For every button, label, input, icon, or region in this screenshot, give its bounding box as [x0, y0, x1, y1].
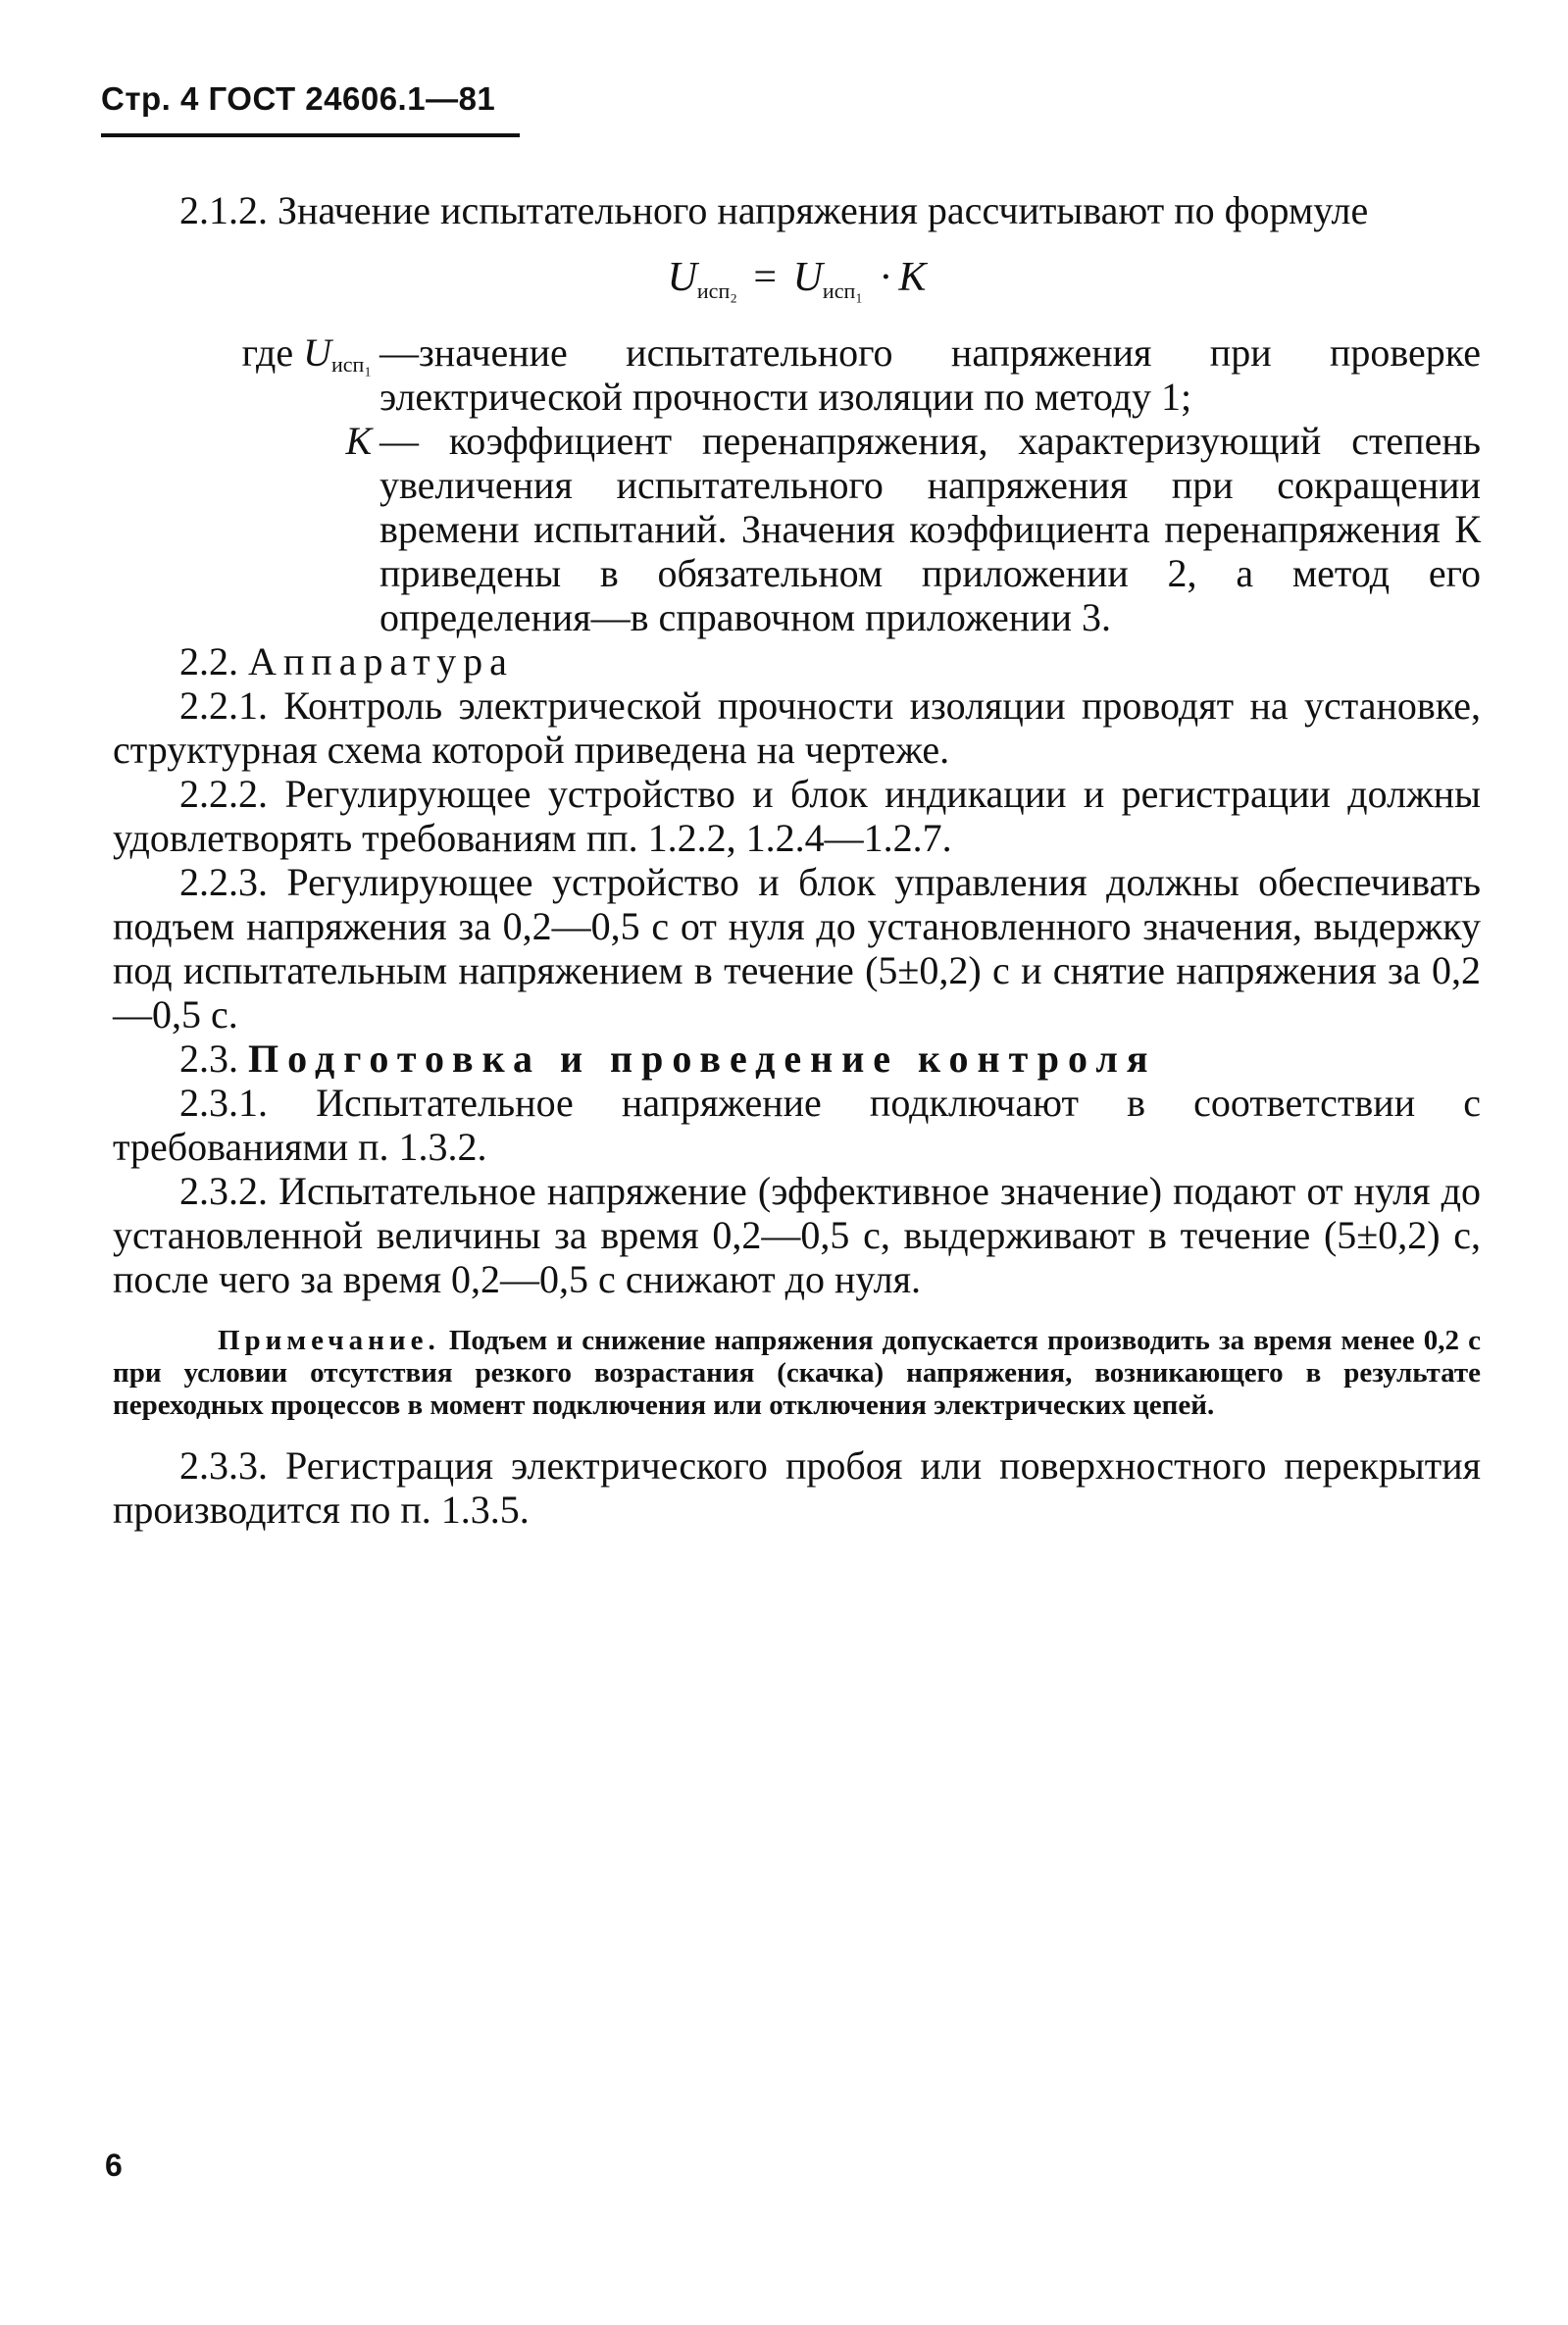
definition-k-text: — коэффициент перенапряжения, характеризующий степень увеличения испытательного напряжения при сокращении времени испытаний. Значения коэффициента перенапряжения К приведены в обязательном приложении 2, а метод его определения—в справочном приложении 3.: [379, 419, 1481, 639]
note: [113, 1325, 1481, 1422]
heading-2-2: [113, 639, 1481, 683]
heading-2-3-number: 2.3.: [179, 1036, 238, 1081]
definition-k: [113, 419, 1481, 639]
definition-u1-subscript: исп₁: [331, 352, 372, 377]
formula-factor: K: [898, 255, 927, 300]
definition-u1-symbol: U: [303, 330, 332, 375]
note-text: Подъем и снижение напряжения допускается производить за время менее 0,2 с при условии отсутствия резкого возрастания (скачка) напряжения, возникающего в результате переходных процессов в момент подключения или отключения электрических цепей.: [113, 1325, 1481, 1421]
formula-rhs: U: [792, 255, 823, 300]
paragraph-2-3-2: 2.3.2. Испытательное напряжение (эффективное значение) подают от нуля до установленной величины за время 0,2—0,5 с, выдерживают в течение (5±0,2) с, после чего за время 0,2—0,5 с снижают до нуля.: [113, 1169, 1481, 1301]
heading-2-2-number: 2.2.: [179, 639, 238, 683]
definition-k-term: [113, 419, 379, 463]
header-rule: [101, 133, 520, 137]
definition-u1-text: —значение испытательного напряжения при проверке электрической прочности изоляции по методу 1;: [379, 330, 1481, 419]
formula-lhs-subscript: исп₂: [696, 278, 737, 303]
formula-equals: =: [753, 255, 778, 300]
paragraph-2-3-3: 2.3.3. Регистрация электрического пробоя или поверхностного перекрытия производится по п. 1.3.5.: [113, 1443, 1481, 1532]
note-label: Примечание.: [218, 1325, 440, 1356]
definition-u1-term: [113, 330, 379, 386]
where-label: где: [241, 330, 294, 375]
heading-2-3: [113, 1036, 1481, 1081]
paragraph-2-2-3: 2.2.3. Регулирующее устройство и блок управления должны обеспечивать подъем напряжения за 0,2—0,5 с от нуля до установленного значения, выдержку под испытательным напряжением в течение (5±0,2) с и снятие напряжения за 0,2—0,5 с.: [113, 860, 1481, 1036]
page-label: Стр. 4: [101, 80, 199, 117]
formula-multiply: ·: [879, 255, 893, 300]
paragraph-2-2-2: 2.2.2. Регулирующее устройство и блок индикации и регистрации должны удовлетворять требованиям пп. 1.2.2, 1.2.4—1.2.7.: [113, 772, 1481, 860]
definition-k-symbol: К: [345, 419, 372, 463]
heading-2-2-title: Аппаратура: [248, 639, 514, 683]
paragraph-2-3-1: 2.3.1. Испытательное напряжение подключают в соответствии с требованиями п. 1.3.2.: [113, 1081, 1481, 1169]
page-number: 6: [105, 2148, 123, 2183]
paragraph-2-2-1: 2.2.1. Контроль электрической прочности изоляции проводят на установке, структурная схема которой приведена на чертеже.: [113, 683, 1481, 772]
heading-2-3-title: Подготовка и проведение контроля: [248, 1036, 1157, 1081]
formula: [113, 256, 1481, 313]
paragraph-2-1-2: 2.1.2. Значение испытательного напряжения рассчитывают по формуле: [179, 188, 1369, 232]
standard-number: ГОСТ 24606.1—81: [208, 80, 496, 117]
document-body: [113, 188, 1481, 1532]
definition-u1: [113, 330, 1481, 419]
page-header: [101, 80, 495, 118]
formula-rhs-subscript: исп₁: [822, 278, 863, 303]
formula-lhs: U: [667, 255, 697, 300]
